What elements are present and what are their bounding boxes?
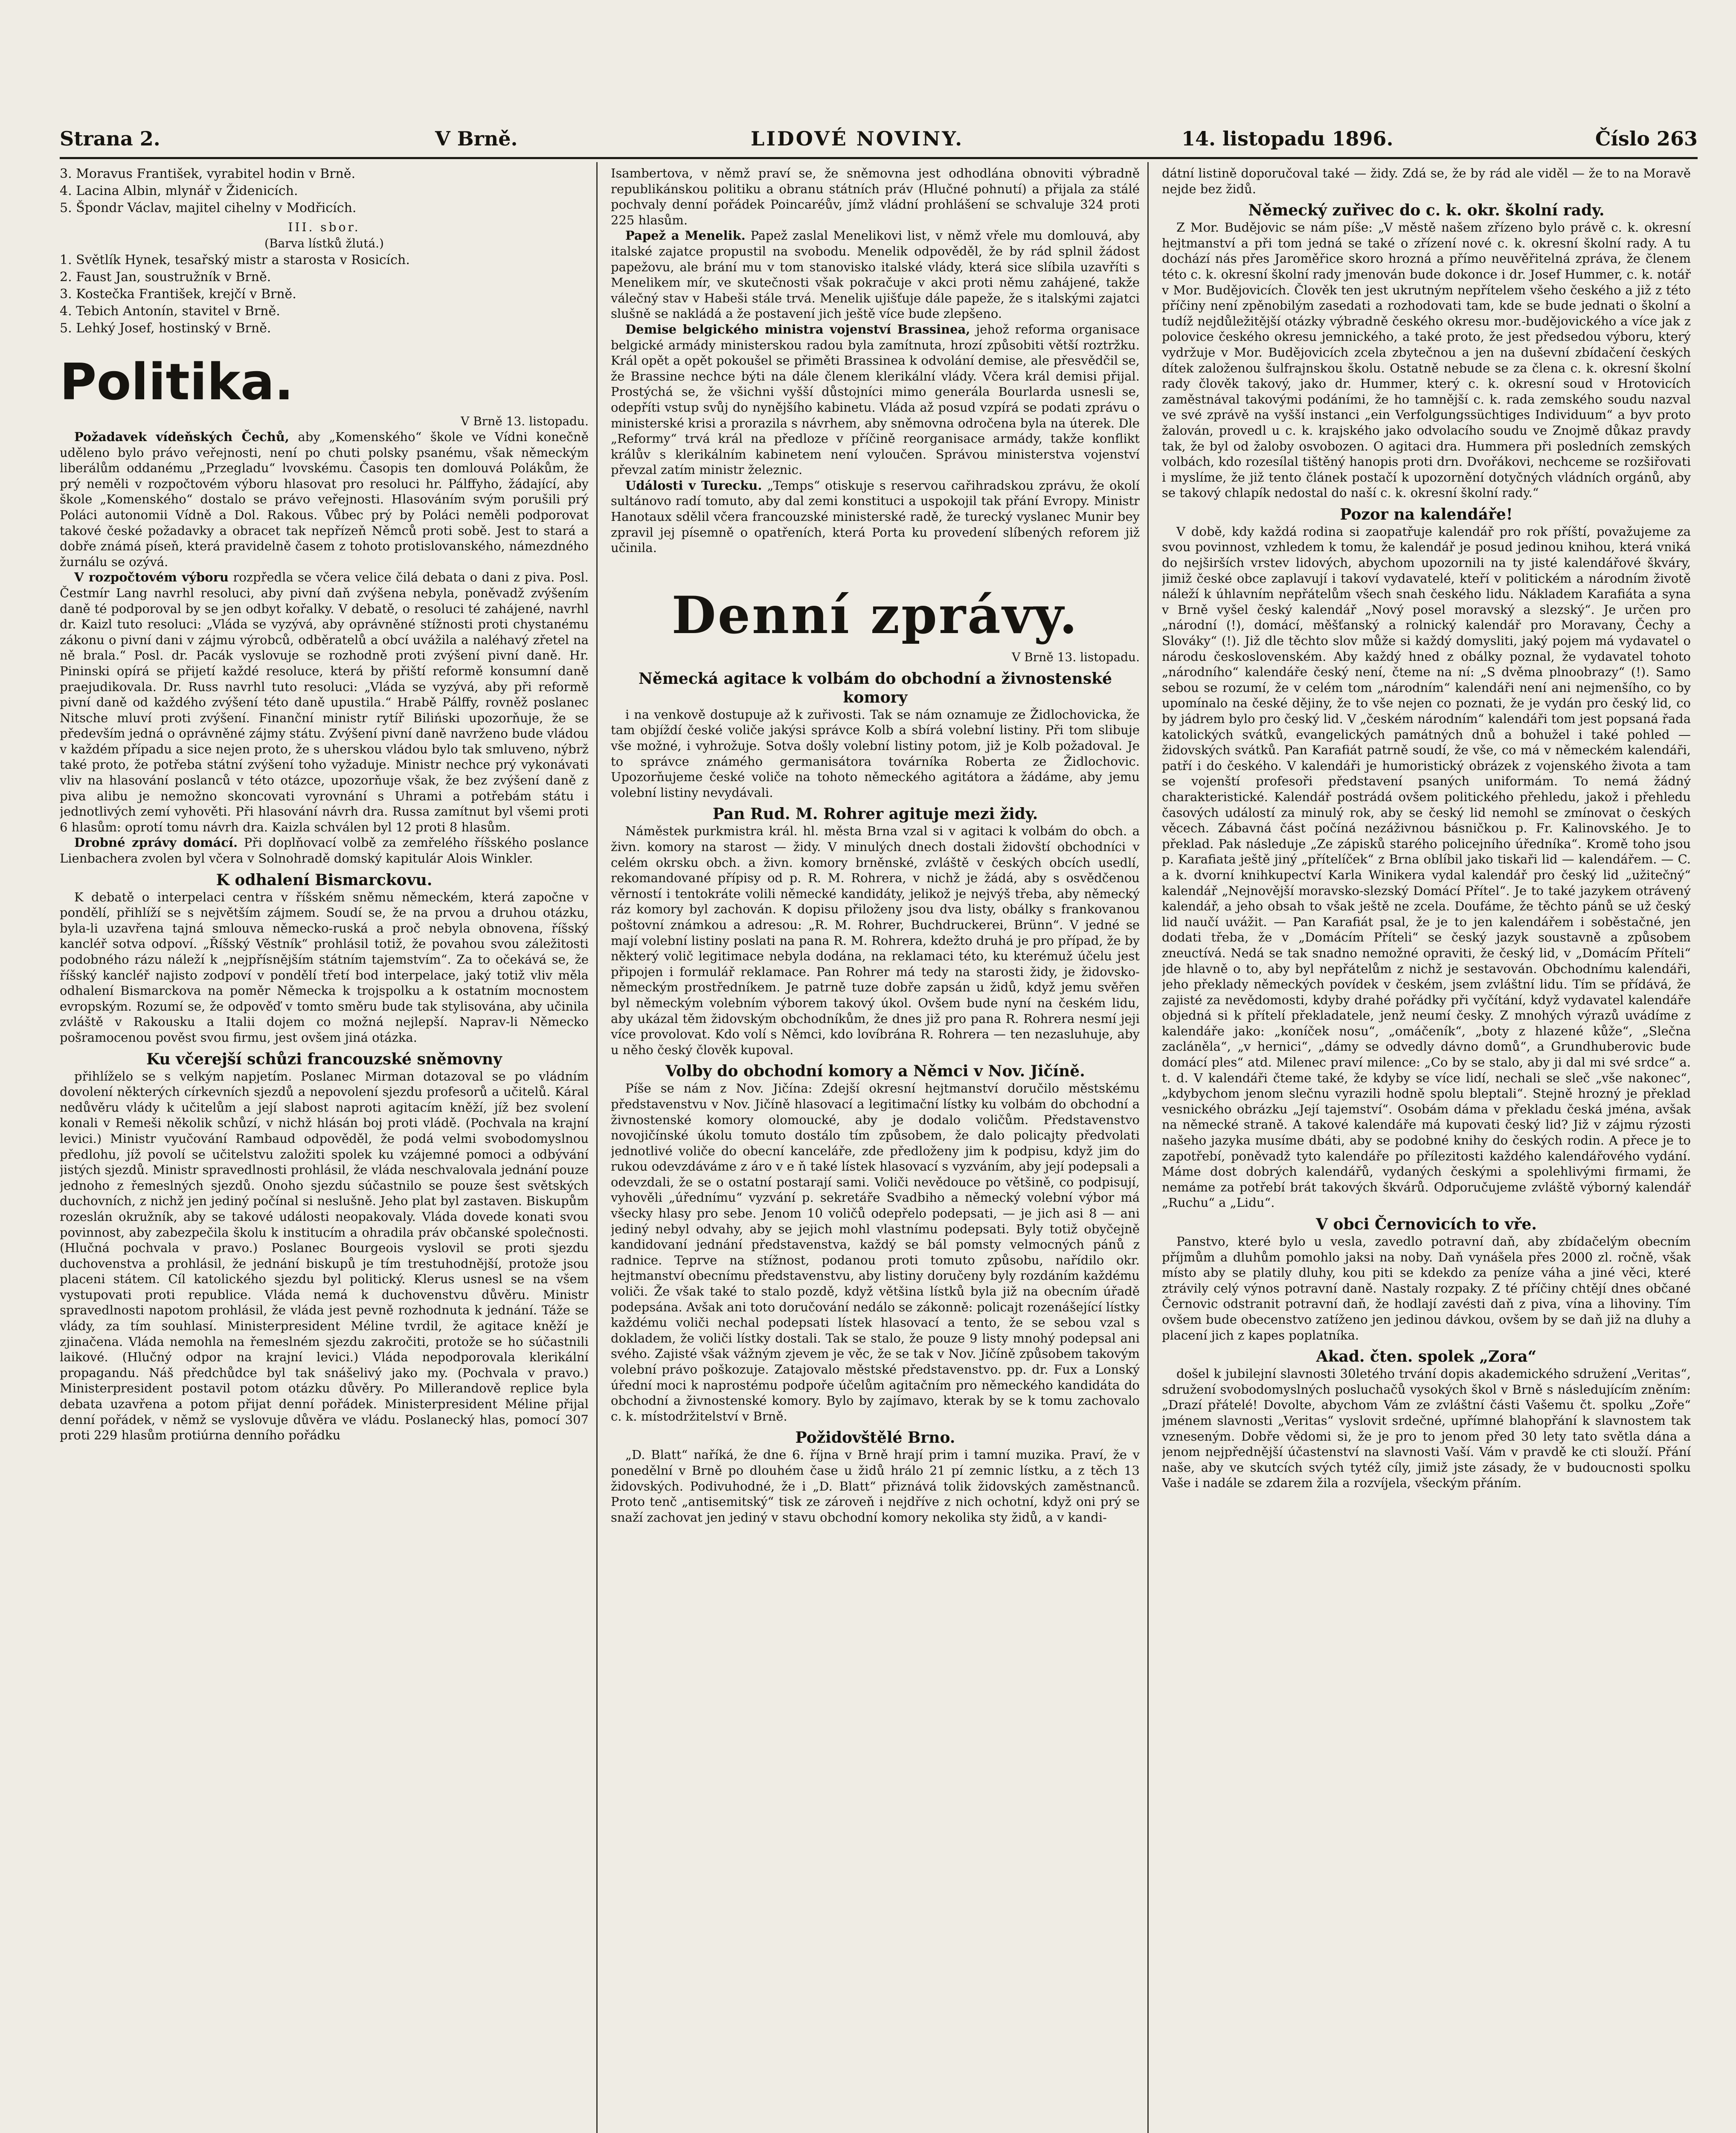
article-paragraph: Demise belgického ministra vojenství Brassinea, jehož reforma organisace belgické armády ministerskou radou byla zamítnuta, hrozí způsobiti větší roztržku. Král opět a opět pokoušel se přiměti Brassinea k odvolání demise, ale přesvědčil se, že Brassine nechce býti na dále členem klerikální vlády. Včera král demisi přijal. Prostýchá se, že všichni vyšší důstojníci mimo generála Bourlarda usnesli se, odepříti vstup svůj do nynějšího kabinetu. Vláda až posud vzpírá se podati zprávu o ministerské krisi a prorazila s návrhem, aby sněmovna odročena byla na úterek. Dle „Reformy“ trvá král na předloze v příčině reorganisace armády, takže konflikt králův s klerikálním kabinetem není vyloučen. Správou ministerstva vojenství převzal zatím ministr železnic. [611,322,1140,477]
article-lead: Drobné zprávy domácí. [74,835,238,850]
candidate-list-a [60,166,589,217]
article-paragraph: i na venkově dostupuje až k zuřivosti. Tak se nám oznamuje ze Židlochovicka, že tam objíždí české voliče jakýsi správce Kolb a sbírá volební listiny. Při tom slibuje vše možné, i vyhrožuje. Sotva došly volební listiny potom, již je Kolb požadoval. Je to správce známého germanisátora továrníka Roberta ze Židlochovic. Upozorňujeme české voliče na tohoto německého agitátora a žádáme, aby jemu volební listiny nevydávali. [611,707,1140,800]
column-1 [60,166,589,2133]
list-item: 5. Lehký Josef, hostinský v Brně. [60,321,271,336]
article-paragraph: „D. Blatt“ naříká, že dne 6. října v Brně hrají prim i tamní muzika. Praví, že v ponedělní v Brně po dlouhém čase u židů hrálo 21 pí zemnic lístku, a z těch 13 židovských. Podivuhodné, že i „D. Blatt“ přiznává tolik židovských zaměstnanců. Proto tenč „antisemitský“ tisk ze zároveň i nejdříve z nich ochotní, když oni prý se snaží zachovat jen jediný v stavu obchodní komory nekolika sty židů, a v kandi- [611,1447,1140,1525]
article-paragraph: došel k jubilejní slavnosti 30letého trvání dopis akademického sdružení „Veritas“, sdružení svobodomyslných posluchačů vysokých škol v Brně s následujícím zněním: „Drazí přátelé! Dovolte, abychom Vám ze zvláštní části Vašemu čt. spolku „Zoře“ jménem slavnosti „Veritas“ vyslovit srdečné, upřímné blahopřání k slavnostem tak vzneseným. Dobře vědomi si, že je pro to jenom před 30 lety tato světla dána a jenom nejpřednější účastenství na slavnosti Vaší. Vám v pravdě ke cti slouží. Přání naše, aby ve skutcích svých tytéž cíly, jimiž jste zásady, že v budoucnosti spolku Vaše i nadále se zdarem žila a rozvíjela, všeckým přáním. [1162,1366,1691,1491]
article-paragraph: Papež a Menelik. Papež zaslal Menelikovi list, v němž vřele mu domlouvá, aby italské zajatce propustil na svobodu. Menelik odpověděl, že by rád splnil žádost papežovu, ale brání mu v tom stanovisko italské vlády, která sice slíbila uzavříti s Menelikem mír, ve skutečnosti však pokračuje v akci proti němu zahájené, takže válečný stav v Habeši stále trvá. Menelik ujišťuje dále papeže, že s italskými zajatci slušně se nakládá a že postavení jich ještě více bude zlepšeno. [611,228,1140,321]
ballot-color: (Barva lístků žlutá.) [264,236,384,250]
article-paragraph: Drobné zprávy domácí. Při doplňovací volbě za zemřelého říšského poslance Lienbachera zvolen byl včera v Solnohradě domský kapitulár Alois Winkler. [60,835,589,866]
issue-number: Číslo 263 [1595,127,1698,150]
article-heading: Volby do obchodní komory a Němci v Nov. Jičíně. [665,1062,1085,1081]
article-heading: Pan Rud. M. Rohrer agituje mezi židy. [712,805,1038,823]
article-heading: V obci Černovicích to vře. [1316,1215,1537,1233]
article-paragraph: Události v Turecku. „Temps“ otiskuje s reservou cařihradskou zprávu, že okolí sultánovo radí tomuto, aby dal zemi konstituci a uspokojil tak přání Evropy. Ministr Hanotaux sdělil včera francouzské ministerské radě, že turecký vyslanec Munir bey zpravil jej písemně o opatřeních, která Porta ku provedení slíbených reforem již učinila. [611,478,1140,555]
dateline: V Brně 13. listopadu. [461,414,589,428]
header-city: V Brně. [435,127,518,150]
column-2 [611,166,1140,2133]
dateline: V Brně 13. listopadu. [1012,650,1140,664]
column-3 [1162,166,1691,2133]
article-paragraph: Náměstek purkmistra král. hl. města Brna vzal si v agitaci k volbám do obch. a živn. komory na starost — židy. V minulých dnech dostali židovští obchodníci v celém okrsku obch. a živn. komory brněnské, zvláště v českých obcích usedlí, rekomandované přípisy od p. R. M. Rohrera, v nichž je žádá, aby s osvědčenou věrností i tentokráte volili německé kandidáty, jelikož je nejvýš třeba, aby německý ráz komory byl zachován. K dopisu přiloženy jsou dva listy, obálky s frankovanou poštovní známkou a adresou: „R. M. Rohrer, Buchdruckerei, Brünn“. V jedné se mají volební listiny poslati na pana R. M. Rohrera, kdežto druhá je pro případ, že by některý volič legitimace nebyla dodána, na reklamaci této, ku kterémuž účelu jest připojen i formulář reklamace. Pan Rohrer má tedy na starosti židy, je židovsko-německým prostředníkem. Je patrně tuze dobře zapsán u židů, když jemu svěřen byl německým volebním výborem takový úkol. Ovšem bude nyní na českém lidu, aby ukázal těm židovským obchodníkům, že dnes již pro pana R. Rohrera nesmí jeji více provolovat. Kdo volí s Němci, kdo lovíbrána R. Rohrera — ten nezasluhuje, aby u něho český člověk kupoval. [611,824,1140,1057]
article-paragraph: přihlíželo se s velkým napjetím. Poslanec Mirman dotazoval se po vládním dovolení některých církevních sjezdů a nepovolení sjezdu profesorů a učitelů. Káral nedůvěru vlády k učitelům a její slabost naproti agitacím kněží, jíž bez svolení konali v Remeši několik schůzí, v nichž hlásán boj proti vládě. (Pochvala na krajní levici.) Ministr vyučování Rambaud odpověděl, že podá velmi svobodomyslnou předlohu, jíž povolí se učitelstvu založiti spolek ku vzájemné pomoci a odbývání jistých sjezdů. Ministr spravedlnosti prohlásil, že vláda neschvalovala jednání pouze jednoho z řemeslných sjezdů. Onoho sjezdu súčastnilo se pouze šest světských duchovních, z nichž jen jediný počínal si neslušně. Jeho plat byl zastaven. Biskupům rozeslán okružník, aby se takové události neopakovaly. Vláda dovede konati svou povinnost, aby zabezpečila školu k institucím a ohradila práv občanské společnosti. (Hlučná pochvala v pravo.) Poslanec Bourgeois vyslovil se proti sjezdu duchovenstva a prohlásil, že jednání biskupů je tím trestuhodnější, protože jsou placeni státem. Cíl katolického sjezdu byl politický. Klerus usnesl se na všem vystupovati proti republice. Vláda nemá k duchovenstvu důvěru. Ministr spravedlnosti napotom prohlásil, že vláda jest pevně rozhodnuta k jednání. Táže se vlády, za tím souhlasí. Ministerpresident Méline tvrdil, že agitace kněží je zjinačena. Vláda nemohla na řemeslném sjezdu zakročiti, protože se ho súčastnili laikové. (Hlučný odpor na krajní levici.) Vláda nepodporovala klerikální propagandu. Náš předchůdce byl tak snášelivý jako my. (Pochvala v pravo.) Ministerpresident postavil potom otázku důvěry. Po Millerandově replice byla debata uzavřena a potom přijat denní pořádek. Ministerpresident Méline přijal denní pořádek, v němž se vyslovuje důvěra ve vládu. Poslanecký hlas, pomocí 307 proti 229 hlasům protiúrna denního pořádku [60,1069,589,1443]
issue-date: 14. listopadu 1896. [1182,127,1393,150]
list-item: 5. Špondr Václav, majitel cihelny v Modřicích. [60,201,357,215]
page-header [60,124,1698,158]
article-paragraph: Požadavek vídeňských Čechů, aby „Komenského“ škole ve Vídni konečně uděleno bylo právo veřejnosti, není po chuti polsky psanému, však německým liberálům oddanému „Przegladu“ lvovskému. Časopis ten domlouvá Polákům, že prý neměli v rozpočtovém výboru hlasovat pro resoluci hr. Pálffyho, žádající, aby škole „Komenského“ dostalo se právo veřejnosti. Hlasováním svým porušili prý Poláci autonomii Vídně a Dol. Rakous. Vůbec prý by Poláci neměli podporovat takové české požadavky a obracet tak nepřízeň Němců proti sobě. Jest to stará a dobře známá píseň, která pravidelně časem z tohoto protislovanského, námezdného žurnálu se ozývá. [60,430,589,569]
list-item: 3. Kostečka František, krejčí v Brně. [60,287,296,302]
article-paragraph: Z Mor. Budějovic se nám píše: „V městě našem zřízeno bylo právě c. k. okresní hejtmanství a při tom jedná se také o zřízení nové c. k. okresní školní rady. A tu dochází nás přes Jaroměřice skoro hrozná a přímo neuvěřitelná zpráva, že členem této c. k. okresní školní rady jmenován bude dokonce i dr. Josef Hummer, c. k. notář v Mor. Budějovicích. Člověk ten jest ukrutným nepřítelem všeho českého a již z této příčiny není zpěnobilým zasedati a rozhodovati tam, kde se bude jednati o školní a tudíž nejdůležitější otázky výbradně českého okresu mor.-budějovického a více jak z polovice českého okresu jemnického, a také proto, že jest předsedou výboru, který vydržuje v Mor. Budějovicích zcela zbytečnou a jen na duševní zbídačení českých dítek založenou šulfrajnskou školu. Ostatně nebude se za člena c. k. okresní školní rady člověk takový, jako dr. Hummer, který c. k. okresní soud v Hrotovicích zaměstnával takovými podáními, že ho tamnější c. k. rada zemského soudu nazval ve své zprávě na vyšší instanci „ein Verfolgungssüchtiges Individuum“ a byv proto žalován, provedl u c. k. krajského jako odvolacího soudu ve Znojmě důkaz pravdy tak, že byl od žaloby osvobozen. O agitaci dra. Hummera při posledních zemských volbách, kdo rozesílal tištěný hanopis proti drn. Dvořákovi, nechceme se rozšiřovati i myslíme, že již tento článek postačí k upozornění dotyčných vládních orgánů, aby se takový chlapík nedostal do naší c. k. okresní školní rady.“ [1162,220,1691,500]
section-title-politika: Politika. [60,352,294,411]
article-lead: Události v Turecku. [625,478,762,493]
article-heading: Pozor na kalendáře! [1340,505,1513,523]
header-rule [60,157,1698,159]
column-divider-1 [596,162,598,2133]
list-item: 4. Tebich Antonín, stavitel v Brně. [60,304,280,319]
article-lead: Papež a Menelik. [625,228,746,243]
article-paragraph: Píše se nám z Nov. Jičína: Zdejší okresní hejtmanství doručilo městskému představenstvu v Nov. Jičíně hlasovací a legitimační lístky ku volbám do obchodní a živnostenské komory olomoucké, aby je dodalo voličům. Představenstvo novojičínské úkolu tomuto dostálo tím způsobem, že dalo policajty předvolati jednotlivé voliče do obecní kanceláře, zde předloženy jim k podpisu, když jim do rukou odevzdáváme z áro v e ň také lístek hlasovací s vyzváním, aby její podepsali a odevzdali, že se o ostatní postarají sami. Voliči nevědouce po většině, co podpisují, vyhověli „úřednímu“ vyzvání p. sekretáře Svadbiho a německý volební výbor má všecky hlasy pro sebe. Jenom 10 voličů odepřelo podepsati, — je jich asi 8 — ani jediný nebyl odvahy, aby se jejich mohl vlastnímu podepsati. Byly totiž obyčejně kandidovaní jednání představenstva, každý se bál pomsty velmocných pánů z radnice. Teprve na stížnost, podanou proti tomuto způsobu, nařídilo okr. hejtmanství obecnímu představenstvu, aby listiny doručeny byly rozdáním každému voliči. Že však také to stalo pozdě, když většina lístků byla již na obecním úřadě podepsána. Avšak ani toto doručování nedálo se zákonně: policajt rozenášející lístky každému voliči nechal podepsati lístek hlasovací a tento, že se sebou vzal s dokladem, že voliči lístky dostali. Tak se stalo, že pouze 9 listy mnohý podepsal ani svého. Zajisté však vážným zjevem je věc, že se tak v Nov. Jičíně způsobem takovým volební právo poškozuje. Zatajovalo městské představenstvo. pp. dr. Fux a Lonský úřední moci k naprostému podpoře účelům agitačním pro německého kandidáta do obchodní a živnostenské komory. Bylo by zajímavo, kterak by se k tomu zachovalo c. k. místodržitelství v Brně. [611,1081,1140,1424]
article-paragraph: dátní listině doporučoval také — židy. Zdá se, že by rád ale viděl — že to na Moravě nejde bez židů. [1162,166,1691,196]
article-heading: Požidovštělé Brno. [795,1429,955,1447]
section-title-denni-zpravy: Denní zprávy. [671,585,1079,645]
article-heading: K odhalení Bismarckovu. [216,871,433,889]
article-paragraph: K debatě o interpelaci centra v říšském sněmu německém, která započne v pondělí, přihlíží se s největším zájmem. Soudí se, že na prvou a druhou otázku, byla-li uzavřena tajná smlouva německo-ruská a proč nebyla obnovena, říšský kancléř sotva odpoví. „Říšský Věstník“ prohlásil totiž, že povahou svou záležitosti podobného rázu náleží k „nejpřísnějším státním tajemstvím“. Za to očekává se, že říšský kancléř najisto zodpoví v pondělí třetí bod interpelace, jaký totiž vliv měla odhalení Bismarckova na poměr Německa k trojspolku a k ostatním mocnostem evropským. Rozumí se, že odpověď v tomto směru bude tak stylisována, aby učinila zvláště v Rakousku a Italii dojem co možná nejlepší. Naprav-li Německo pošramocenou pověst svou firmu, jest ovšem jiná otázka. [60,889,589,1045]
list-item: 4. Lacina Albin, mlynář v Židenicích. [60,183,298,198]
article-lead: Demise belgického ministra vojenství Brassinea, [625,322,970,337]
article-lead: V rozpočtovém výboru [74,570,229,585]
article-paragraph: V době, kdy každá rodina si zaopatřuje kalendář pro rok příští, považujeme za svou povinnost, vzhledem k tomu, že kalendář je posud jedinou knihou, která vniká do nejširších vrstev lidových, abychom upozornili na ty jisté kalendářové škváry, jimiž české obce zaplavují i takoví vydavatelé, kteří v politickém a národním životě náleží k úhlavním nepřátelům všech snah českého lidu. Nákladem Karafiáta a syna v Brně vyšel český kalendář „Nový posel moravský a slezský“. Je určen pro „národní (!), domácí, měšťanský a rolnický kalendář pro Moravany, Čechy a Slováky“ (!). Již dle těchto slov může si každý domysliti, jaký pojem má vydavatel o národu československém. Aby každý hned z obálky poznal, že vydavatel tohoto „národního“ kalendáře český není, čteme na ní: „S dvěma plnoobrazy“ (!). Samo sebou se rozumí, že v celém tom „národním“ kalendáři není ani nejmenšího, co by upomínalo na české dějiny, že to vše nejen co poznati, že je vydán pro český lid, co by jádrem bylo pro český lid. V „českém národním“ kalendáři tom jest popsaná řada katolických svátků, evangelických památných dnů a bohužel i také pohled — židovských svátků. Pan Karafiát patrně soudí, že vše, co má v německém kalendáři, patří i do českého. V kalendáři je humoristický obrázek z vojenského života a tam se vojenští profesoři představení psaných uniformám. To nemá žádný charakteristické. Kalendář postrádá ovšem politického přehledu, jakož i přehledu časových událostí za minulý rok, aby se český lid nemohl se zmínovat o českých věcech. Zábavná část počíná nezáživnou básničkou p. Fr. Kalinovského. Je to překlad. Pak následuje „Ze zápisků starého policejního úředníka“. Kromě toho jsou p. Karafiata ještě jiný „přítelíček“ z Brna oblíbil jako tiskaři lid — kalendářem. — C. a k. dvorní knihkupectví Karla Winikera vydal kalendář pro český lid „užitečný“ kalendář „Nejnovější moravsko-slezský Domácí Přítel“. Je to také jazykem otrávený kalendář, a jeho obsah to však ještě ne zcela. Doufáme, že těchto pánů se už český lid naučí uvážit. — Pan Karafiát psal, že je to jen kalendářem i soběstačné, jen dodati třeba, že v „Domácím Příteli“ se český jazyk soustavně a způsobem zneuctívá. Nedá se tak snadno nemožné opraviti, že český lid, v „Domácím Příteli“ jde hlavně o to, aby byl nepřátelům z nichž je sestavován. Obchodnímu kalendáři, jeho překlady německých povídek v českém, jsem zvláštní lidu. Tím se přídává, že zajisté za nevědomosti, kdyby drahé pořádky při vyčítání, když vydavatel kalendáře objedná si k přítelí překladatele, jenž neumí česky. Z mnohých výrazů uvádíme z kalendáře jako: „koníček nosu“, „omáčeník“, „boty z hlazené kůže“, „Slečna zacláněla“, „v hernici“, „dámy se odvedly dávno domů“, a Grundhuberovic bude domácí ples“ atd. Milenec praví milence: „Co by se stalo, aby ji dal mi své srdce“ a. t. d. V kalendáři čteme také, že kdyby se více lidí, nechali se sleč „vše nakonec“, „kdybychom jenom slečnu vyrazili hodně spolu bleptali“. Stejně hrozný je překlad vesnického obrázku „Její tajemství“. Osobám dáma v překladu česká jména, avšak na německé straně. A takové kalendáře má kupovati český lid? Již v zájmu rýzosti našeho jazyka musíme dbáti, aby se podobné knihy do českých rodin. A přece je to zapotřebí, poněvadž tyto kalendáře po přílezitosti každého kalendářového vydání. Máme dost dobrých kalendářů, vydaných českými a spolehlivými firmami, že nemáme za potřebí brát takových škvárů. Odporučujeme zvláště výborný kalendář „Ruchu“ a „Lidu“. [1162,524,1691,1210]
candidate-list-b [60,252,589,337]
list-item: 3. Moravus František, vyrabitel hodin v Brně. [60,166,356,181]
article-paragraph: V rozpočtovém výboru rozpředla se včera velice čilá debata o dani z piva. Posl. Čestmír Lang navrhl resoluci, aby pivní daň zvýšena nebyla, poněvadž zvýšením daně té podporoval by se jen odbyt kořalky. V debatě, o resoluci té zahájené, navrhl dr. Kaizl tuto resoluci: „Vláda se vyzývá, aby oprávněné stížnosti proti chystanému zákonu o pivní dani v zájmu výrobců, odběratelů a obcí uvážila a naléhavý zřetel na ně brala.“ Posl. dr. Pacák vyslovuje se rozhodně proti zvýšení pivní daně. Hr. Pininski opírá se přijetí každé resoluce, která by přiští reformě konsumní daně praejudikovala. Dr. Russ navrhl tuto resoluci: „Vláda se vyzývá, aby při reformě pivní daně od každého zvýšení této daně upustila.“ Hrabě Pálffy, rovněž poslanec Nitsche mluví proti zvýšení. Finanční ministr rytíř Biliński upozorňuje, že se především jedná o oprávněné zájmy státu. Zvýšení pivní daně navrženo bude vládou v každém případu a sice nejen proto, že s uherskou vládou bylo tak smluveno, nýbrž také proto, že potřeba státní zvýšení toho vyžaduje. Ministr nechce prý vykonávati vliv na hlasování poslanců v této otázce, upozorňuje však, že bez zvýšení daně z piva alibu je nemožno skoncovati vyrovnání s Uhrami a potřebám státu i jednotlivých zemí vyhověti. Při hlasování návrh dra. Russa zamítnut byl všemi proti 6 hlasům: oprotí tomu návrh dra. Kaizla schválen byl 12 proti 8 hlasům. [60,570,589,834]
page-number: Strana 2. [60,127,160,150]
article-heading: Ku včerejší schůzi francouzské sněmovny [146,1050,502,1068]
sbor-label: III. sbor. [288,220,360,234]
article-heading: Německý zuřivec do c. k. okr. školní rady. [1248,201,1605,220]
article-lead: Požadavek vídeňských Čechů, [74,430,289,444]
list-item: 2. Faust Jan, soustružník v Brně. [60,270,271,285]
column-divider-2 [1147,162,1149,2133]
article-heading: Akad. čten. spolek „Zora“ [1316,1348,1537,1366]
list-item: 1. Světlík Hynek, tesařský mistr a starosta v Rosicích. [60,253,410,267]
article-paragraph: Isambertova, v němž praví se, že sněmovna jest odhodlána obnoviti výbradně republikánskou politiku a obranu státních práv (Hlučné pohnutí) a přijala za stálé pochvaly denní pořádek Poincaréův, jímž vládní prohlášení se schvaluje 324 proti 225 hlasům. [611,166,1140,227]
article-paragraph: Panstvo, které bylo u vesla, zavedlo potravní daň, aby zbídačelým obecním příjmům a dluhům pomohlo jaksi na noby. Daň vynášela přes 2000 zl. ročně, však místo aby se platily dluhy, kou piti se kdekdo za peníze váha a jiné věci, které ztrávily celý výnos potravní daně. Nastaly rozpaky. Z té příčiny chtějí dnes občané Černovic odstranit potravní daň, že hodlají zavésti daň z piva, vína a lihoviny. Tím ovšem bude obecenstvo zatíženo jen jedinou dávkou, ovšem by se daň již na dluhy a placení jich z kapes poplatníka. [1162,1234,1691,1343]
newspaper-title: LIDOVÉ NOVINY. [751,127,964,150]
article-heading: Německá agitace k volbám do obchodní a živnostenské komory [639,669,1112,706]
